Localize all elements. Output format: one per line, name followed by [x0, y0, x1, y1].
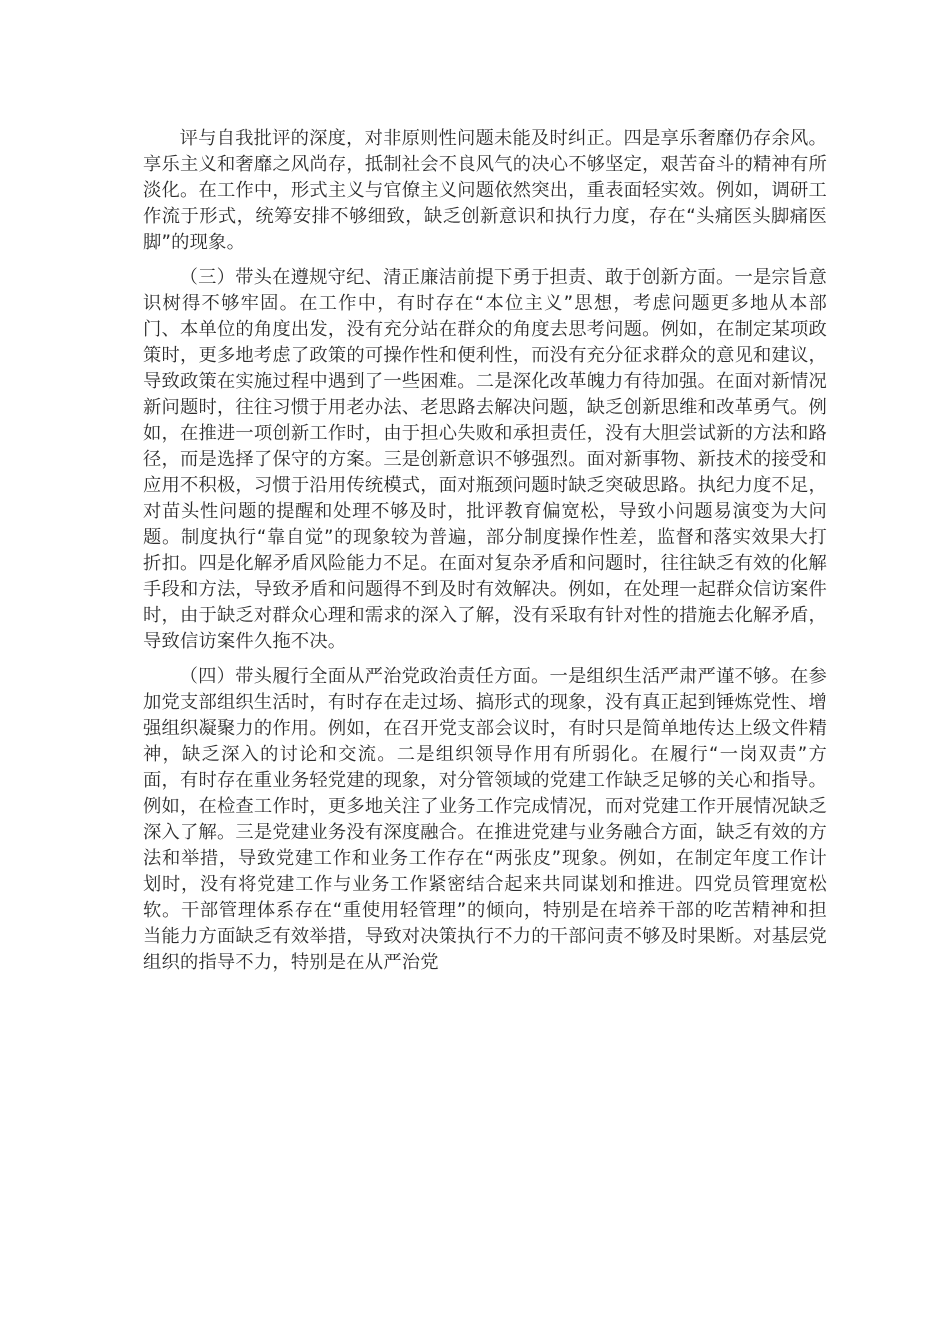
paragraph-section-4: （四）带头履行全面从严治党政治责任方面。一是组织生活严肃严谨不够。在参加党支部组织生活时，有时存在走过场、搞形式的现象，没有真正起到锤炼党性、增强组织凝聚力的作用。例如，在召开党支部会议时，有时只是简单地传达上级文件精神，缺乏深入的讨论和交流。二是组织领导作用有所弱化。在履行“一岗双责”方面，有时存在重业务轻党建的现象，对分管领域的党建工作缺乏足够的关心和指导。例如，在检查工作时，更多地关注了业务工作完成情况，而对党建工作开展情况缺乏深入了解。三是党建业务没有深度融合。在推进党建与业务融合方面，缺乏有效的方法和举措，导致党建工作和业务工作存在“两张皮”现象。例如，在制定年度工作计划时，没有将党建工作与业务工作紧密结合起来共同谋划和推进。四党员管理宽松软。干部管理体系存在“重使用轻管理”的倾向，特别是在培养干部的吃苦精神和担当能力方面缺乏有效举措，导致对决策执行不力的干部问责不够及时果断。对基层党组织的指导不力，特别是在从严治党: [143, 666, 827, 973]
paragraph-continuation: 评与自我批评的深度，对非原则性问题未能及时纠正。四是享乐奢靡仍存余风。享乐主义和奢靡之风尚存，抵制社会不良风气的决心不够坚定，艰苦奋斗的精神有所淡化。在工作中，形式主义与官僚主义问题依然突出，重表面轻实效。例如，调研工作流于形式，统筹安排不够细致，缺乏创新意识和执行力度，存在“头痛医头脚痛医脚”的现象。: [143, 128, 827, 253]
paragraph-section-3: （三）带头在遵规守纪、清正廉洁前提下勇于担责、敢于创新方面。一是宗旨意识树得不够牢固。在工作中，有时存在“本位主义”思想，考虑问题更多地从本部门、本单位的角度出发，没有充分站在群众的角度去思考问题。例如，在制定某项政策时，更多地考虑了政策的可操作性和便利性，而没有充分征求群众的意见和建议，导致政策在实施过程中遇到了一些困难。二是深化改革魄力有待加强。在面对新情况新问题时，往往习惯于用老办法、老思路去解决问题，缺乏创新思维和改革勇气。例如，在推进一项创新工作时，由于担心失败和承担责任，没有大胆尝试新的方法和路径，而是选择了保守的方案。三是创新意识不够强烈。面对新事物、新技术的接受和应用不积极，习惯于沿用传统模式，面对瓶颈问题时缺乏突破思路。执纪力度不足，对苗头性问题的提醒和处理不够及时，批评教育偏宽松，导致小问题易演变为大问题。制度执行“靠自觉”的现象较为普遍，部分制度操作性差，监督和落实效果大打折扣。四是化解矛盾风险能力不足。在面对复杂矛盾和问题时，往往缺乏有效的化解手段和方法，导致矛盾和问题得不到及时有效解决。例如，在处理一起群众信访案件时，由于缺乏对群众心理和需求的深入了解，没有采取有针对性的措施去化解矛盾，导致信访案件久拖不决。: [143, 267, 827, 652]
document-page: [143, 126, 827, 985]
